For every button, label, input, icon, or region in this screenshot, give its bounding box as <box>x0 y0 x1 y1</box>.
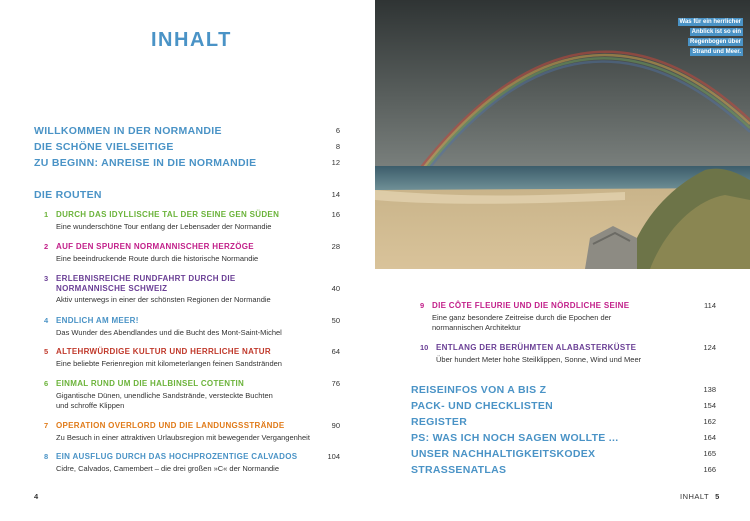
page-title: INHALT <box>151 29 232 51</box>
route-number: 6 <box>44 379 49 388</box>
route-description: Eine beliebte Ferienregion mit kilometerlangen feinen Sandstränden <box>56 359 282 368</box>
route-4[interactable] <box>44 316 340 340</box>
route-page: 114 <box>704 301 716 310</box>
route-description: Eine beeindruckende Route durch die historische Normandie <box>56 254 259 263</box>
route-page: 90 <box>331 421 340 430</box>
route-number: 7 <box>44 421 49 430</box>
toc-entry-title: PS: WAS ICH NOCH SAGEN WOLLTE ... <box>411 432 619 444</box>
route-title: EINMAL RUND UM DIE HALBINSEL COTENTIN <box>56 379 245 388</box>
route-description: Eine wunderschöne Tour entlang der Lebensader der Normandie <box>56 222 272 231</box>
toc-entry-register[interactable] <box>411 416 716 430</box>
route-page: 64 <box>331 347 340 356</box>
route-description-line2: und schroffe Klippen <box>56 401 125 410</box>
route-1[interactable] <box>44 210 340 234</box>
route-page: 40 <box>331 284 340 293</box>
photo-caption: Was für ein herrlicher Anblick ist so ein Regenbogen über Strand und Meer. <box>679 19 741 55</box>
route-9[interactable] <box>420 301 716 335</box>
route-page: 124 <box>703 343 716 352</box>
route-page: 50 <box>331 316 340 325</box>
toc-entry-page: 162 <box>703 417 716 426</box>
route-title: AUF DEN SPUREN NORMANNISCHER HERZÖGE <box>56 242 254 251</box>
route-5[interactable] <box>44 347 340 371</box>
toc-entry-page: 154 <box>703 401 716 410</box>
toc-entry-title: REGISTER <box>411 416 468 428</box>
route-title: DURCH DAS IDYLLISCHE TAL DER SEINE GEN SÜDEN <box>56 210 280 219</box>
route-title: ENDLICH AM MEER! <box>56 316 139 325</box>
route-number: 8 <box>44 452 49 461</box>
toc-entry-page: 138 <box>703 385 716 394</box>
toc-entry-title: PACK- UND CHECKLISTEN <box>411 400 554 412</box>
toc-entry-page: 12 <box>331 158 340 167</box>
toc-entry-anreise[interactable] <box>34 157 340 171</box>
toc-entry-ps[interactable] <box>411 432 716 446</box>
route-page: 104 <box>327 452 340 461</box>
route-description-line1: Gigantische Dünen, unendliche Sandstrände, versteckte Buchten <box>56 391 273 400</box>
toc-entry-page: 165 <box>703 449 716 458</box>
toc-entry-title: UNSER NACHHALTIGKEITSKODEX <box>411 448 596 460</box>
route-description: Das Wunder des Abendlandes und die Bucht des Mont-Saint-Michel <box>56 328 282 337</box>
toc-entry-welcome[interactable] <box>34 125 340 139</box>
toc-entry-title: REISEINFOS VON A BIS Z <box>411 384 547 396</box>
route-number: 4 <box>44 316 49 325</box>
toc-entry-title: WILLKOMMEN IN DER NORMANDIE <box>34 125 222 137</box>
route-title-line1: ERLEBNISREICHE RUNDFAHRT DURCH DIE <box>56 274 236 283</box>
toc-entry-reiseinfos[interactable] <box>411 384 716 398</box>
route-description-line1: Eine ganz besondere Zeitreise durch die Epochen der <box>432 313 612 322</box>
footer-label: INHALT <box>680 492 710 501</box>
page-number-right: 5 <box>715 492 720 501</box>
route-number: 2 <box>44 242 49 251</box>
running-footer-right <box>680 492 720 501</box>
toc-entry-checklisten[interactable] <box>411 400 716 414</box>
route-page: 28 <box>331 242 340 251</box>
route-page: 16 <box>331 210 340 219</box>
toc-entry-title: DIE ROUTEN <box>34 189 102 201</box>
route-description: Zu Besuch in einer attraktiven Urlaubsregion mit bewegender Vergangenheit <box>56 433 310 442</box>
route-description: Über hundert Meter hohe Steilklippen, Sonne, Wind und Meer <box>436 355 642 364</box>
route-title: ALTEHRWÜRDIGE KULTUR UND HERRLICHE NATUR <box>56 347 271 356</box>
route-number: 10 <box>420 343 429 352</box>
toc-entry-strassenatlas[interactable] <box>411 464 716 478</box>
route-10[interactable] <box>420 343 716 367</box>
route-2[interactable] <box>44 242 340 266</box>
route-description-line2: normannischen Architektur <box>432 323 521 332</box>
route-description: Aktiv unterwegs in einer der schönsten Regionen der Normandie <box>56 295 271 304</box>
route-title: DIE CÔTE FLEURIE UND DIE NÖRDLICHE SEINE <box>432 301 630 310</box>
route-number: 9 <box>420 301 425 310</box>
route-7[interactable] <box>44 421 340 445</box>
toc-entry-nachhaltigkeit[interactable] <box>411 448 716 462</box>
toc-entry-title: STRASSENATLAS <box>411 464 507 476</box>
toc-entry-page: 8 <box>335 142 340 151</box>
route-number: 5 <box>44 347 49 356</box>
toc-entry-vielseitige[interactable] <box>34 141 340 155</box>
route-8[interactable] <box>44 452 340 476</box>
right-page <box>375 0 750 521</box>
route-page: 76 <box>331 379 340 388</box>
toc-entry-routen[interactable] <box>34 189 340 203</box>
toc-entry-page: 6 <box>335 126 340 135</box>
toc-entry-title: DIE SCHÖNE VIELSEITIGE <box>34 141 174 153</box>
beach-rainbow-photo <box>375 0 750 269</box>
route-3[interactable] <box>44 274 340 308</box>
route-6[interactable] <box>44 379 340 413</box>
route-title: ENTLANG DER BERÜHMTEN ALABASTERKÜSTE <box>436 343 637 352</box>
toc-entry-page: 166 <box>703 465 716 474</box>
route-title-line2: NORMANNISCHE SCHWEIZ <box>56 284 168 293</box>
toc-entry-page: 164 <box>703 433 716 442</box>
page-number-left: 4 <box>34 492 39 501</box>
route-description: Cidre, Calvados, Camembert – die drei großen »C« der Normandie <box>56 464 280 473</box>
toc-entry-page: 14 <box>331 190 340 199</box>
route-number: 3 <box>44 274 49 283</box>
route-title: OPERATION OVERLORD UND DIE LANDUNGSSTRÄNDE <box>56 421 285 430</box>
route-number: 1 <box>44 210 49 219</box>
route-title: EIN AUSFLUG DURCH DAS HOCHPROZENTIGE CALVADOS <box>56 452 298 461</box>
toc-entry-title: ZU BEGINN: ANREISE IN DIE NORMANDIE <box>34 157 257 169</box>
